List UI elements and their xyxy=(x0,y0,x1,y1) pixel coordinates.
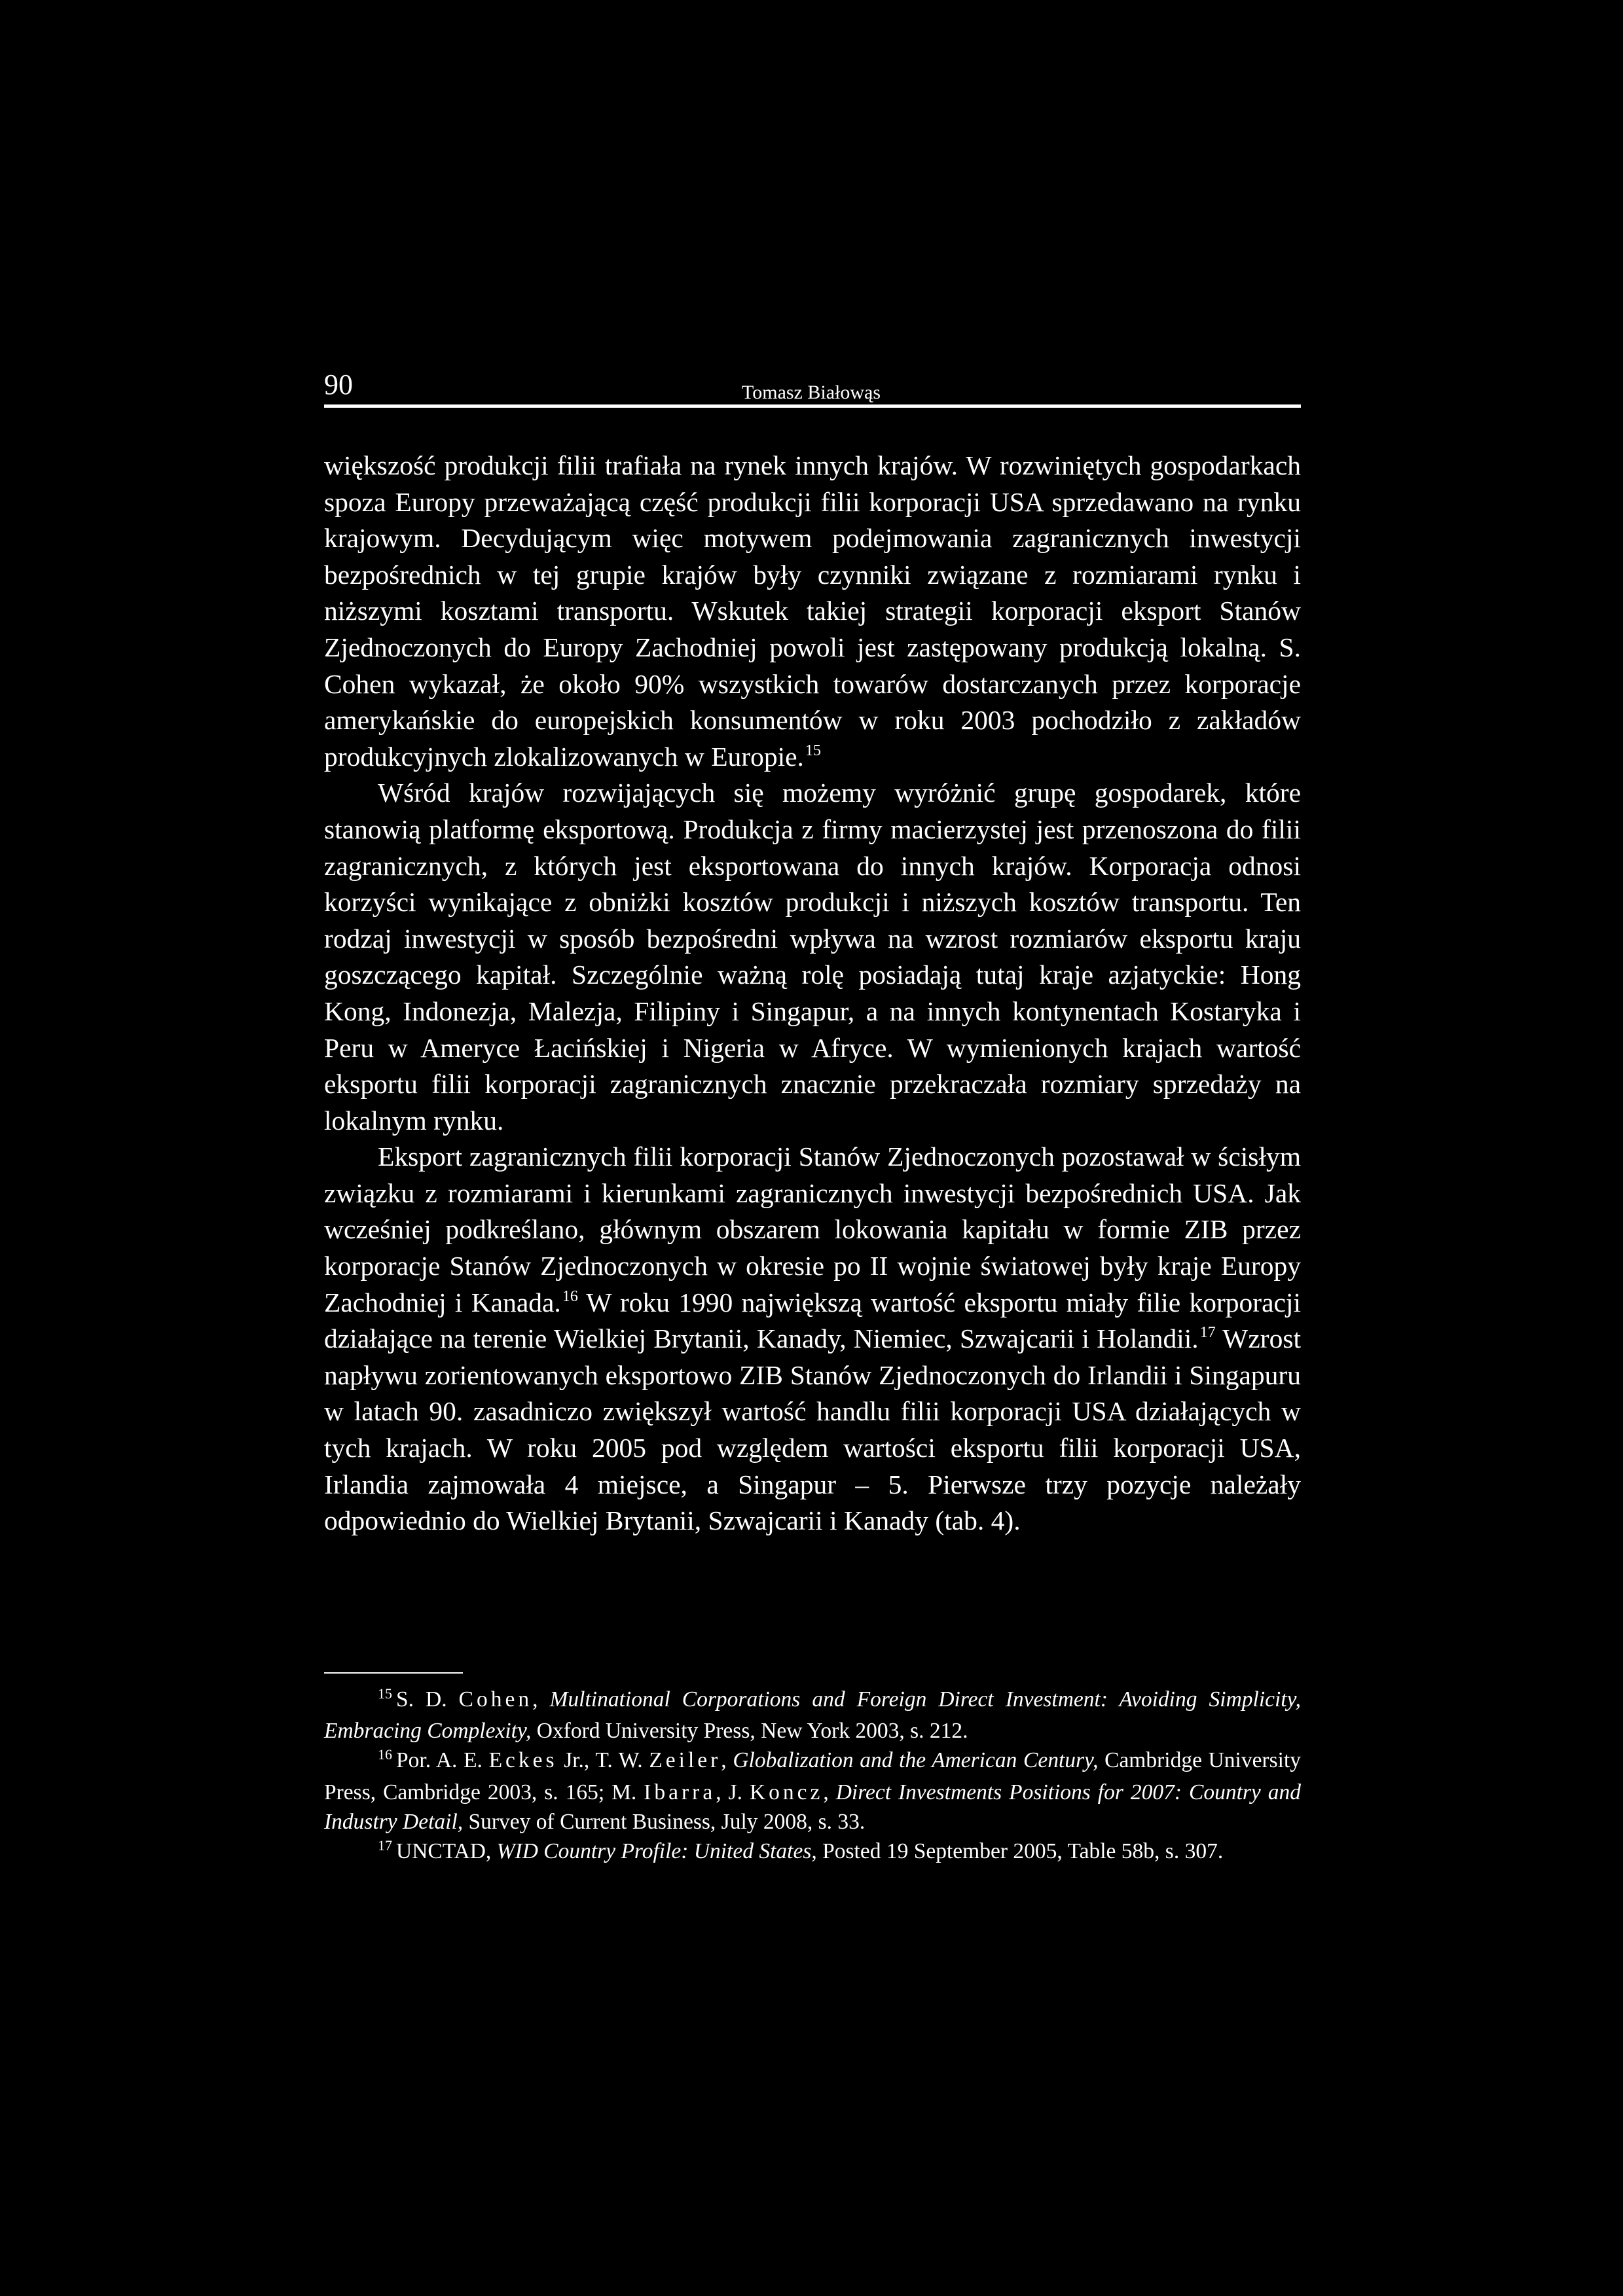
footnote-author: Zeiler xyxy=(649,1748,721,1773)
paragraph-2: Wśród krajów rozwijających się możemy wyróżnić grupę gospodarek, które stanowią platformę eksportową. Produkcja z firmy macierzystej jest przenoszona do filii zagranicznych, z których jest eksportowana do innych krajów. Korporacja odnosi korzyści wynikające z obniżki kosztów produkcji i niższych kosztów transportu. Ten rodzaj inwestycji w sposób bezpośredni wpływa na wzrost rozmiarów eksportu kraju goszczącego kapitał. Szczególnie ważną rolę posiadają tutaj kraje azjatyckie: Hong Kong, Indonezja, Malezja, Filipiny i Singapur, a na innych kontynentach Kostaryka i Peru w Ameryce Łacińskiej i Nigeria w Afryce. W wymienionych krajach wartość eksportu filii korporacji zagranicznych znacznie przekraczała rozmiary sprzedaży na lokalnym rynku. xyxy=(324,778,1301,1136)
page-header xyxy=(324,365,1300,407)
footnote-title: Multinational Corporations and Foreign Direct Investment: Avoiding Simplicity, Embracing Complexity, xyxy=(324,1687,1302,1744)
footnote-title: Globalization and the American Century, xyxy=(733,1748,1099,1773)
footnote-ref-15[interactable]: 15 xyxy=(805,742,821,759)
paragraph-3-text-a: Eksport zagranicznych filii korporacji Stanów Zjednoczonych pozostawał w ścisłym związku z rozmiarami i kierunkami zagranicznych inwestycji bezpośrednich USA. Jak wcześniej podkreślano, głównym obszarem lokowania kapitału w formie ZIB przez korporacje Stanów Zjednoczonych w okresie po II wojnie światowej były kraje Europy Zachodniej i Kanada. xyxy=(324,1141,1301,1318)
footnote-author: Cohen xyxy=(458,1687,533,1712)
footnote-ref-17[interactable]: 17 xyxy=(1199,1324,1216,1342)
footnote-text: Jr., T. W. xyxy=(557,1748,649,1773)
footnote-text: , xyxy=(721,1748,733,1773)
footnote-title: WID Country Profile: United States, xyxy=(496,1839,817,1864)
running-head-author: Tomasz Białowąs xyxy=(742,382,881,403)
footnote-15 xyxy=(324,1685,1301,1746)
page-number: 90 xyxy=(324,368,353,401)
footnote-text: Oxford University Press, New York 2003, s. 212. xyxy=(531,1719,968,1744)
main-text xyxy=(324,448,1301,1539)
footnote-number: 17 xyxy=(378,1837,392,1854)
footnote-author: Ibarra xyxy=(644,1780,716,1804)
footnote-text: S. D. xyxy=(396,1687,459,1712)
footnote-17 xyxy=(324,1837,1301,1868)
footnote-text: , xyxy=(823,1780,836,1804)
footnote-author: Eckes xyxy=(488,1748,558,1773)
footnote-16 xyxy=(324,1746,1301,1837)
footnote-text: UNCTAD, xyxy=(396,1839,497,1864)
footnote-number: 15 xyxy=(378,1685,392,1702)
footnote-text: Por. A. E. xyxy=(396,1748,489,1773)
footnote-text: , xyxy=(532,1687,550,1712)
paragraph-3-text-c: Wzrost napływu zorientowanych eksportowo ZIB Stanów Zjednoczonych do Irlandii i Singapuru w latach 90. zasadniczo zwiększył wartość handlu filii korporacji USA działających w tych krajach. W roku 2005 pod względem wartości eksportu filii korporacji USA, Irlandia zajmowała 4 miejsce, a Singapur – 5. Pierwsze trzy pozycje należały odpowiednio do Wielkiej Brytanii, Szwajcarii i Kanady (tab. 4). xyxy=(324,1323,1301,1536)
footnote-author: Koncz xyxy=(749,1780,824,1804)
footnote-ref-16[interactable]: 16 xyxy=(562,1287,578,1305)
footnote-text: Survey of Current Business, July 2008, s. 33. xyxy=(463,1809,866,1834)
footnote-text: Cambridge University Press, Cambridge 2003, s. 165; M. xyxy=(324,1748,1302,1804)
footnote-separator xyxy=(324,1672,463,1674)
footnotes xyxy=(324,1685,1301,1868)
header-rule xyxy=(324,404,1301,408)
paragraph-3-text-b: W roku 1990 największą wartość eksportu miały filie korporacji działające na terenie Wielkiej Brytanii, Kanady, Niemiec, Szwajcarii i Holandii. xyxy=(324,1287,1301,1354)
footnote-text: Posted 19 September 2005, Table 58b, s. 307. xyxy=(816,1839,1224,1864)
paragraph-1-text: większość produkcji filii trafiała na rynek innych krajów. W rozwiniętych gospodarkach spoza Europy przeważającą część produkcji filii korporacji USA sprzedawano na rynku krajowym. Decydującym więc motywem podejmowania zagranicznych inwestycji bezpośrednich w tej grupie krajów były czynniki związane z rozmiarami rynku i niższymi kosztami transportu. Wskutek takiej strategii korporacji eksport Stanów Zjednoczonych do Europy Zachodniej powoli jest zastępowany produkcją lokalną. S. Cohen wykazał, że około 90% wszystkich towarów dostarczanych przez korporacje amerykańskie do europejskich konsumentów w roku 2003 pochodziło z zakładów produkcyjnych zlokalizowanych w Europie. xyxy=(324,450,1301,772)
paragraph-1 xyxy=(324,448,1301,775)
footnote-text: , J. xyxy=(716,1780,750,1804)
paragraph-3 xyxy=(324,1139,1301,1539)
footnote-number: 16 xyxy=(378,1746,392,1763)
footnote-title: Direct Investments Positions for 2007: Country and Industry Detail, xyxy=(324,1780,1301,1834)
